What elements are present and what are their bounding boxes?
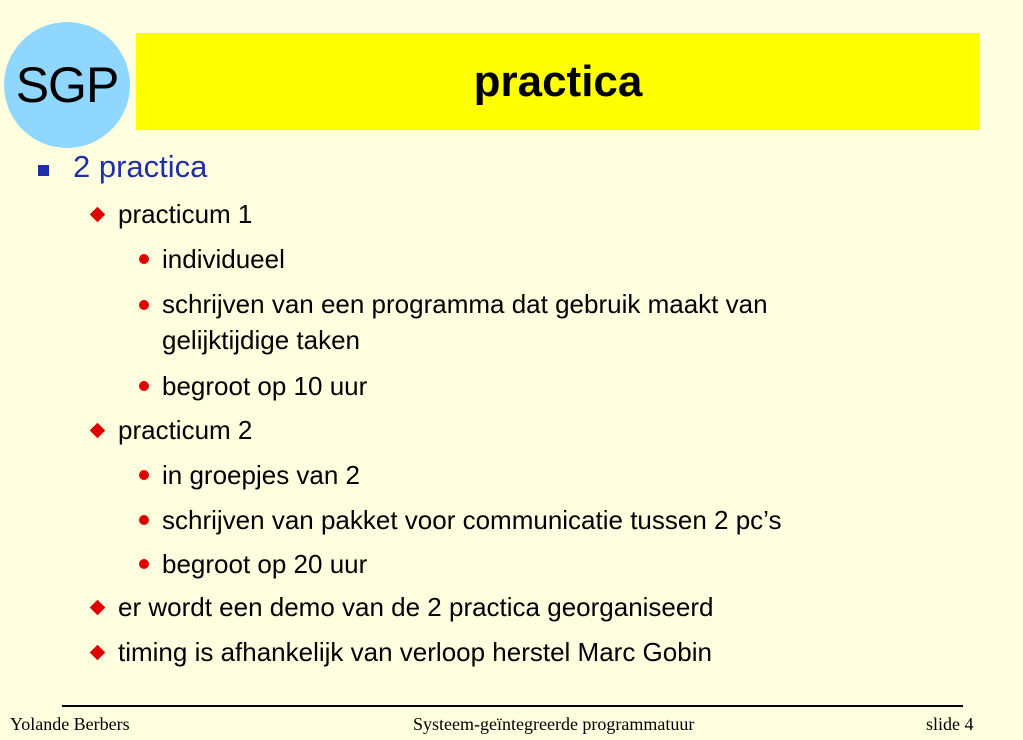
- outline-level3-item: schrijven van pakket voor communicatie tussen 2 pc’s: [162, 505, 782, 535]
- outline-level2-item: timing is afhankelijk van verloop herstel Marc Gobin: [118, 637, 712, 667]
- outline-level3-item: begroot op 20 uur: [162, 549, 368, 579]
- dot-bullet-icon: [139, 470, 149, 480]
- footer-author: Yolande Berbers: [10, 714, 130, 734]
- dot-bullet-icon: [139, 300, 149, 310]
- outline-level3-item: schrijven van een programma dat gebruik maakt van: [162, 289, 768, 319]
- outline-level3-item: begroot op 10 uur: [162, 371, 368, 401]
- diamond-bullet-icon: [90, 645, 106, 661]
- dot-bullet-icon: [139, 254, 149, 264]
- outline-level3-item: in groepjes van 2: [162, 460, 361, 490]
- square-bullet-icon: [38, 165, 49, 176]
- footer-course: Systeem-geïntegreerde programmatuur: [413, 714, 695, 734]
- diamond-bullet-icon: [90, 600, 106, 616]
- outline-level2-item: er wordt een demo van de 2 practica georganiseerd: [118, 592, 714, 622]
- outline-level3-item-continuation: gelijktijdige taken: [162, 325, 361, 355]
- title-bar: [136, 33, 980, 130]
- logo-text: SGP: [15, 57, 119, 113]
- slide-title: practica: [473, 56, 643, 106]
- outline-level1-item: 2 practica: [73, 149, 208, 184]
- dot-bullet-icon: [139, 381, 149, 391]
- outline-level3-item: individueel: [162, 244, 285, 274]
- diamond-bullet-icon: [90, 207, 106, 223]
- outline-level2-item: practicum 1: [118, 199, 253, 229]
- footer-divider: [62, 705, 963, 707]
- dot-bullet-icon: [139, 559, 149, 569]
- footer-slide-number: slide 4: [926, 714, 974, 734]
- outline-level2-item: practicum 2: [118, 415, 253, 445]
- dot-bullet-icon: [139, 515, 149, 525]
- sgp-logo: [4, 22, 130, 148]
- diamond-bullet-icon: [90, 423, 106, 439]
